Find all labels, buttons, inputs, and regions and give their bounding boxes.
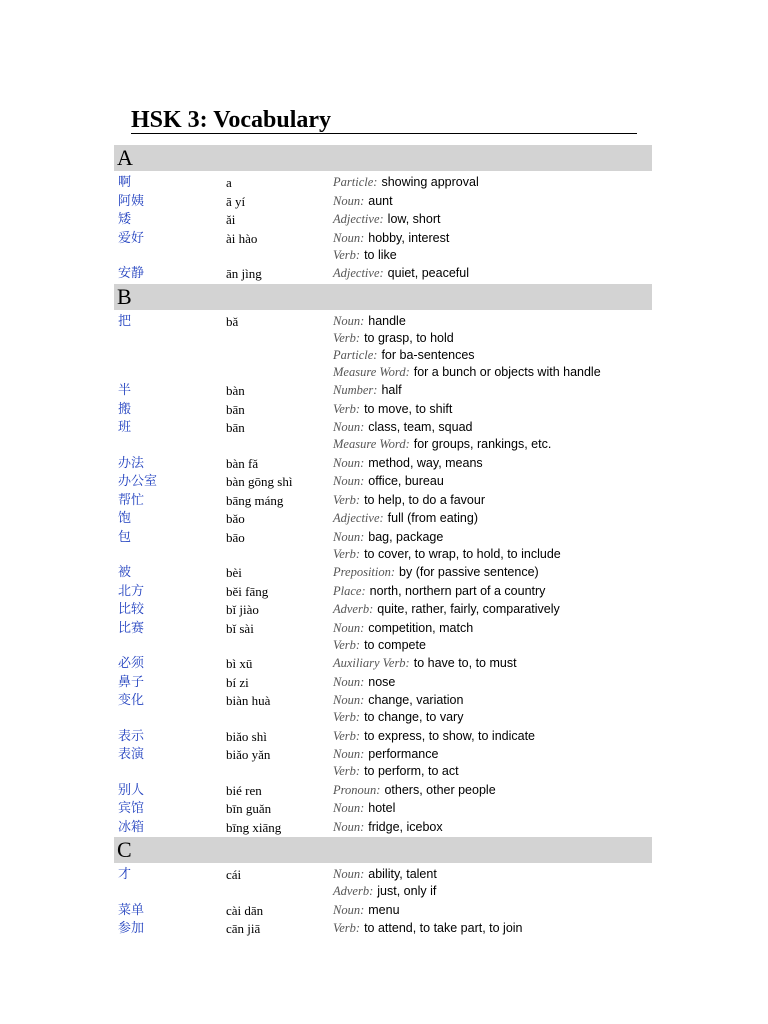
- entry-hanzi: 才: [118, 867, 132, 882]
- part-of-speech: Noun:: [333, 693, 365, 707]
- entry-pinyin: bān: [226, 420, 245, 435]
- entry-definitions: [333, 601, 652, 618]
- entry-definitions: [333, 230, 652, 264]
- definition-line: [333, 347, 652, 364]
- entry-definitions: [333, 746, 652, 780]
- definition-text: nose: [368, 674, 396, 689]
- definition-text: half: [381, 383, 402, 397]
- definition-text: bag, package: [368, 529, 444, 544]
- part-of-speech: Verb:: [333, 401, 361, 416]
- entry-definitions: [333, 692, 652, 726]
- definition-line: [333, 313, 652, 330]
- page-title: HSK 3: Vocabulary: [131, 107, 332, 133]
- section-header-a: [114, 145, 652, 171]
- definition-text: to attend, to take part, to join: [364, 921, 523, 935]
- definition-text: to perform, to act: [364, 764, 459, 778]
- entry-hanzi: 表示: [118, 728, 145, 744]
- vocab-entry: [114, 174, 652, 191]
- definition-text: to have to, to must: [413, 656, 517, 670]
- definition-text: by (for passive sentence): [399, 565, 539, 579]
- entry-hanzi: 阿姨: [118, 193, 145, 209]
- definition-line: [333, 674, 652, 691]
- definition-text: to grasp, to hold: [364, 330, 454, 345]
- vocab-entry: [114, 819, 652, 836]
- part-of-speech: Noun:: [333, 867, 365, 881]
- part-of-speech: Pronoun:: [333, 782, 381, 797]
- definition-text: to compete: [364, 637, 426, 652]
- entry-hanzi: 被: [118, 565, 132, 580]
- part-of-speech: Preposition:: [333, 565, 396, 579]
- vocab-entry: [114, 902, 652, 919]
- part-of-speech: Number:: [333, 383, 378, 397]
- vocabulary-list: [114, 145, 652, 939]
- entry-pinyin: ā yí: [226, 193, 246, 209]
- entry-hanzi: 啊: [118, 175, 132, 190]
- part-of-speech: Adverb:: [333, 602, 374, 616]
- entry-pinyin: cái: [226, 867, 242, 882]
- entry-pinyin: cài dān: [226, 902, 264, 918]
- definition-line: [333, 529, 652, 546]
- vocab-entry: [114, 211, 652, 228]
- entry-hanzi: 表演: [118, 747, 145, 762]
- entry-pinyin: bàn fǎ: [226, 455, 259, 471]
- vocab-entry: [114, 510, 652, 527]
- entry-definitions: [333, 510, 652, 527]
- entry-pinyin: bǎo: [226, 511, 245, 526]
- definition-line: [333, 401, 652, 418]
- vocab-entry: [114, 583, 652, 600]
- part-of-speech: Noun:: [333, 902, 365, 917]
- definition-text: to like: [364, 247, 397, 262]
- part-of-speech: Noun:: [333, 455, 365, 470]
- definition-line: [333, 265, 652, 282]
- section-header-b: [114, 284, 652, 310]
- vocab-entry: [114, 601, 652, 618]
- vocab-entry: [114, 382, 652, 399]
- entry-definitions: [333, 920, 652, 937]
- entry-definitions: [333, 819, 652, 836]
- part-of-speech: Verb:: [333, 921, 361, 935]
- definition-text: ability, talent: [368, 867, 437, 881]
- part-of-speech: Noun:: [333, 230, 365, 245]
- vocab-entry: [114, 620, 652, 654]
- part-of-speech: Noun:: [333, 819, 365, 834]
- part-of-speech: Noun:: [333, 801, 365, 815]
- entry-definitions: [333, 902, 652, 919]
- part-of-speech: Measure Word:: [333, 437, 410, 451]
- entry-definitions: [333, 174, 652, 191]
- entry-hanzi: 包: [118, 529, 132, 545]
- entry-hanzi: 半: [118, 383, 132, 398]
- definition-line: [333, 746, 652, 763]
- definition-text: to move, to shift: [364, 401, 453, 416]
- definition-line: [333, 883, 652, 900]
- definition-text: full (from eating): [387, 511, 478, 525]
- definition-line: [333, 364, 652, 381]
- definition-line: [333, 330, 652, 347]
- part-of-speech: Particle:: [333, 175, 378, 189]
- entry-pinyin: bàn: [226, 383, 245, 398]
- definition-text: quiet, peaceful: [387, 266, 469, 280]
- definition-line: [333, 230, 652, 247]
- entry-pinyin: bāng máng: [226, 492, 284, 508]
- vocab-entry: [114, 529, 652, 563]
- definition-line: [333, 492, 652, 509]
- part-of-speech: Auxiliary Verb:: [333, 656, 410, 670]
- definition-text: to change, to vary: [364, 710, 464, 724]
- vocab-entry: [114, 655, 652, 672]
- vocab-entry: [114, 746, 652, 780]
- definition-line: [333, 601, 652, 618]
- entry-definitions: [333, 313, 652, 381]
- entry-hanzi: 办法: [118, 455, 145, 471]
- definition-line: [333, 763, 652, 780]
- entry-hanzi: 冰箱: [118, 819, 145, 835]
- entry-pinyin: ǎi: [226, 212, 236, 227]
- entry-pinyin: ān jìng: [226, 266, 262, 281]
- vocab-entry: [114, 473, 652, 490]
- entry-pinyin: ài hào: [226, 230, 258, 246]
- definition-text: method, way, means: [368, 455, 483, 470]
- entry-definitions: [333, 564, 652, 581]
- definition-text: menu: [368, 902, 400, 917]
- entry-definitions: [333, 492, 652, 509]
- part-of-speech: Verb:: [333, 710, 361, 724]
- vocab-entry: [114, 230, 652, 264]
- definition-text: hobby, interest: [368, 230, 450, 245]
- definition-text: office, bureau: [368, 474, 444, 488]
- definition-text: for a bunch or objects with handle: [413, 364, 601, 379]
- entry-hanzi: 爱好: [118, 230, 145, 246]
- entry-definitions: [333, 800, 652, 817]
- section-letter: B: [117, 283, 132, 309]
- definition-text: for groups, rankings, etc.: [413, 437, 552, 451]
- definition-line: [333, 709, 652, 726]
- part-of-speech: Verb:: [333, 492, 361, 507]
- entry-hanzi: 办公室: [118, 474, 158, 489]
- definition-text: hotel: [368, 801, 396, 815]
- definition-text: showing approval: [381, 175, 479, 189]
- entry-pinyin: bèi: [226, 565, 242, 580]
- part-of-speech: Verb:: [333, 637, 361, 652]
- definition-text: performance: [368, 747, 439, 761]
- part-of-speech: Verb:: [333, 546, 361, 561]
- definition-text: aunt: [368, 193, 393, 208]
- entry-definitions: [333, 265, 652, 282]
- definition-text: to cover, to wrap, to hold, to include: [364, 546, 561, 561]
- entry-hanzi: 帮忙: [118, 492, 145, 508]
- vocab-entry: [114, 692, 652, 726]
- vocab-entry: [114, 401, 652, 418]
- vocab-entry: [114, 265, 652, 282]
- definition-line: [333, 211, 652, 228]
- entry-pinyin: biàn huà: [226, 693, 271, 708]
- definition-line: [333, 866, 652, 883]
- entry-definitions: [333, 674, 652, 691]
- entry-hanzi: 参加: [118, 921, 145, 936]
- entry-pinyin: bīn guǎn: [226, 801, 272, 816]
- entry-hanzi: 变化: [118, 693, 145, 708]
- part-of-speech: Verb:: [333, 247, 361, 262]
- entry-pinyin: bāo: [226, 529, 245, 545]
- definition-line: [333, 800, 652, 817]
- section-header-c: [114, 837, 652, 863]
- entry-hanzi: 别人: [118, 782, 145, 798]
- vocab-entry: [114, 674, 652, 691]
- section-letter: C: [117, 837, 132, 862]
- vocab-entry: [114, 564, 652, 581]
- definition-line: [333, 546, 652, 563]
- definition-text: competition, match: [368, 620, 474, 635]
- entry-hanzi: 必须: [118, 656, 145, 671]
- entry-definitions: [333, 473, 652, 490]
- definition-text: others, other people: [384, 782, 496, 797]
- entry-pinyin: biǎo yǎn: [226, 747, 271, 762]
- definition-line: [333, 564, 652, 581]
- definition-text: quite, rather, fairly, comparatively: [377, 602, 560, 616]
- definition-text: north, northern part of a country: [369, 583, 546, 598]
- part-of-speech: Noun:: [333, 674, 365, 689]
- definition-line: [333, 728, 652, 745]
- part-of-speech: Place:: [333, 583, 366, 598]
- definition-text: to express, to show, to indicate: [364, 728, 536, 743]
- entry-definitions: [333, 583, 652, 600]
- definition-text: change, variation: [368, 693, 464, 707]
- definition-line: [333, 193, 652, 210]
- definition-line: [333, 583, 652, 600]
- entry-definitions: [333, 419, 652, 453]
- entry-pinyin: bǎ: [226, 313, 239, 329]
- entry-hanzi: 把: [118, 313, 132, 329]
- vocab-entry: [114, 313, 652, 381]
- part-of-speech: Adverb:: [333, 884, 374, 898]
- entry-definitions: [333, 655, 652, 672]
- definition-text: handle: [368, 313, 406, 328]
- entry-pinyin: běi fāng: [226, 583, 269, 599]
- definition-line: [333, 920, 652, 937]
- vocab-entry: [114, 920, 652, 937]
- part-of-speech: Noun:: [333, 529, 365, 544]
- part-of-speech: Adjective:: [333, 266, 384, 280]
- entry-definitions: [333, 866, 652, 900]
- vocab-entry: [114, 866, 652, 900]
- definition-text: for ba-sentences: [381, 347, 475, 362]
- part-of-speech: Noun:: [333, 747, 365, 761]
- entry-pinyin: cān jiā: [226, 921, 261, 936]
- definition-line: [333, 174, 652, 191]
- definition-line: [333, 473, 652, 490]
- entry-hanzi: 菜单: [118, 902, 145, 918]
- entry-hanzi: 鼻子: [118, 674, 145, 690]
- part-of-speech: Verb:: [333, 764, 361, 778]
- definition-line: [333, 782, 652, 799]
- entry-hanzi: 矮: [118, 212, 132, 227]
- vocab-entry: [114, 728, 652, 745]
- entry-pinyin: bǐ jiào: [226, 602, 259, 617]
- definition-line: [333, 902, 652, 919]
- definition-line: [333, 510, 652, 527]
- vocab-entry: [114, 419, 652, 453]
- part-of-speech: Noun:: [333, 474, 365, 488]
- entry-pinyin: bǐ sài: [226, 620, 254, 636]
- part-of-speech: Noun:: [333, 193, 365, 208]
- entry-hanzi: 比较: [118, 602, 145, 617]
- definition-text: just, only if: [377, 884, 437, 898]
- entry-pinyin: biǎo shì: [226, 728, 267, 744]
- entry-hanzi: 比赛: [118, 620, 145, 636]
- entry-hanzi: 班: [118, 420, 132, 435]
- entry-pinyin: a: [226, 175, 232, 190]
- vocab-entry: [114, 193, 652, 210]
- entry-hanzi: 宾馆: [118, 801, 145, 816]
- definition-line: [333, 455, 652, 472]
- entry-definitions: [333, 455, 652, 472]
- definition-line: [333, 637, 652, 654]
- part-of-speech: Noun:: [333, 620, 365, 635]
- definition-line: [333, 655, 652, 672]
- entry-definitions: [333, 529, 652, 563]
- entry-definitions: [333, 193, 652, 210]
- entry-definitions: [333, 382, 652, 399]
- part-of-speech: Particle:: [333, 347, 378, 362]
- section-letter: A: [117, 145, 133, 170]
- entry-definitions: [333, 211, 652, 228]
- definition-text: fridge, icebox: [368, 819, 443, 834]
- definition-line: [333, 620, 652, 637]
- definition-line: [333, 419, 652, 436]
- definition-text: low, short: [387, 212, 441, 226]
- entry-definitions: [333, 728, 652, 745]
- entry-definitions: [333, 782, 652, 799]
- entry-hanzi: 搬: [118, 401, 132, 417]
- definition-text: class, team, squad: [368, 420, 473, 434]
- definition-line: [333, 692, 652, 709]
- entry-hanzi: 安静: [118, 266, 145, 281]
- vocab-entry: [114, 782, 652, 799]
- entry-pinyin: bié ren: [226, 782, 262, 798]
- part-of-speech: Noun:: [333, 420, 365, 434]
- part-of-speech: Measure Word:: [333, 364, 410, 379]
- part-of-speech: Adjective:: [333, 511, 384, 525]
- entry-definitions: [333, 620, 652, 654]
- part-of-speech: Noun:: [333, 313, 365, 328]
- entry-definitions: [333, 401, 652, 418]
- definition-line: [333, 382, 652, 399]
- vocab-entry: [114, 492, 652, 509]
- definition-line: [333, 247, 652, 264]
- entry-pinyin: bí zi: [226, 674, 249, 690]
- part-of-speech: Verb:: [333, 330, 361, 345]
- part-of-speech: Adjective:: [333, 212, 384, 226]
- definition-line: [333, 436, 652, 453]
- entry-hanzi: 饱: [118, 511, 132, 526]
- vocab-entry: [114, 455, 652, 472]
- entry-pinyin: bān: [226, 401, 245, 417]
- entry-pinyin: bīng xiāng: [226, 819, 282, 835]
- entry-pinyin: bì xū: [226, 656, 253, 671]
- entry-pinyin: bàn gōng shì: [226, 474, 293, 489]
- part-of-speech: Verb:: [333, 728, 361, 743]
- definition-text: to help, to do a favour: [364, 492, 485, 507]
- title-underline: [131, 133, 637, 134]
- vocab-entry: [114, 800, 652, 817]
- definition-line: [333, 819, 652, 836]
- entry-hanzi: 北方: [118, 583, 145, 599]
